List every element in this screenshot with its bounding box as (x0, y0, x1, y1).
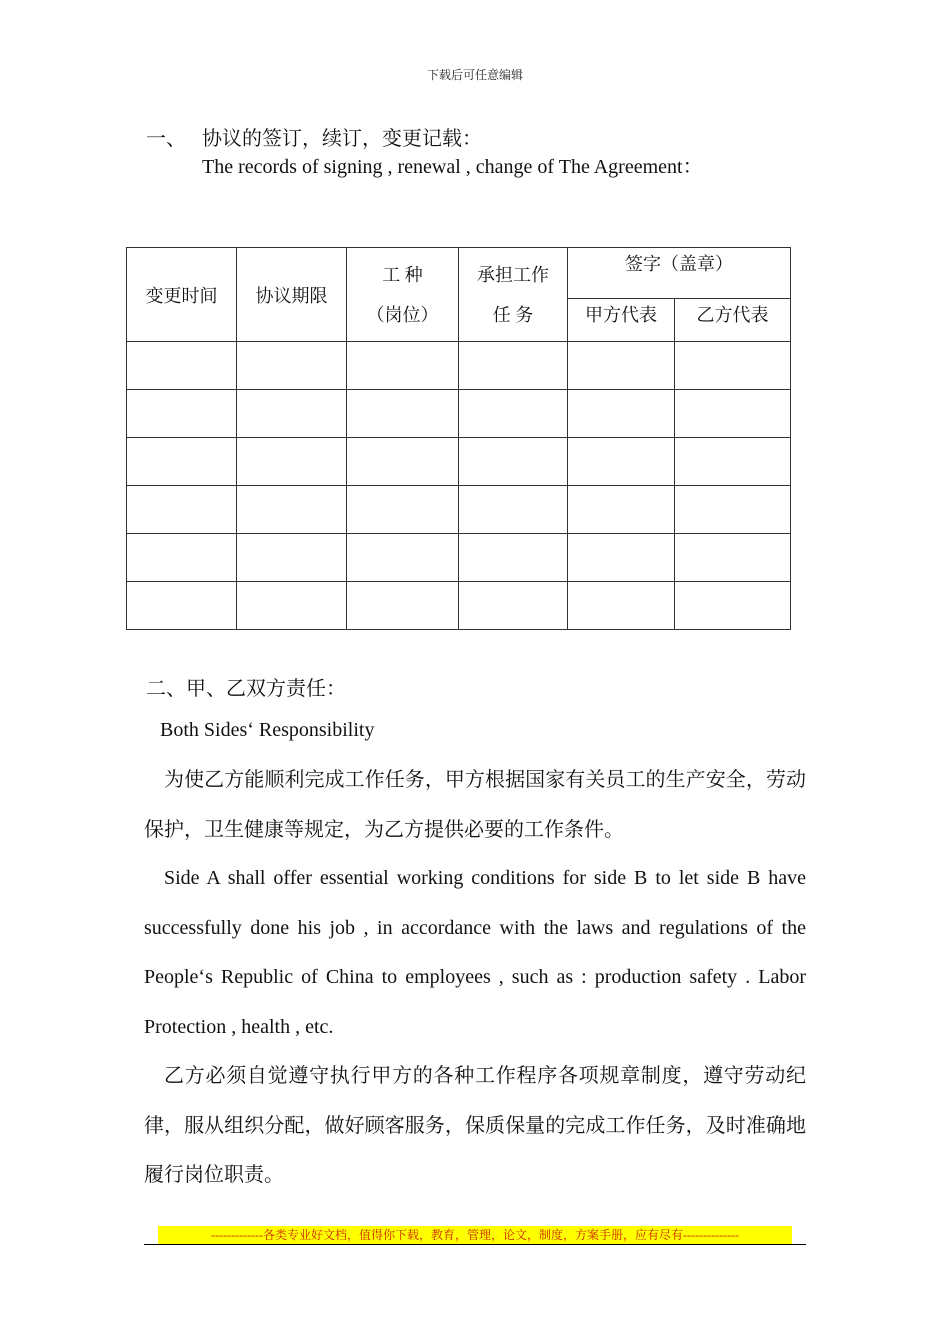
table-cell[interactable] (675, 342, 791, 390)
header-task (459, 248, 568, 342)
table-cell[interactable] (347, 582, 459, 630)
table-cell[interactable] (127, 582, 237, 630)
table-cell[interactable] (675, 534, 791, 582)
table-cell[interactable] (127, 342, 237, 390)
table-cell[interactable] (459, 486, 568, 534)
table-cell[interactable] (675, 390, 791, 438)
footer-divider (144, 1244, 806, 1245)
table-cell[interactable] (459, 342, 568, 390)
table-cell[interactable] (459, 390, 568, 438)
para2-cn: 乙方必须自觉遵守执行甲方的各种工作程序各项规章制度，遵守劳动纪律，服从组织分配，做好顾客服务，保质保量的完成工作任务，及时准确地履行岗位职责。 (144, 1065, 806, 1186)
table-cell[interactable] (568, 390, 675, 438)
section1-subtitle: The records of signing , renewal , change of The Agreement： (202, 156, 703, 178)
table-cell[interactable] (237, 534, 347, 582)
table-row (127, 582, 791, 630)
para1-cn: 为使乙方能顺利完成工作任务，甲方根据国家有关员工的生产安全，劳动保护，卫生健康等规定，为乙方提供必要的工作条件。 (144, 769, 806, 841)
table-cell[interactable] (675, 438, 791, 486)
table-cell[interactable] (347, 438, 459, 486)
table-cell[interactable] (568, 582, 675, 630)
table-cell[interactable] (347, 534, 459, 582)
table-cell[interactable] (459, 582, 568, 630)
table-cell[interactable] (568, 534, 675, 582)
table-cell[interactable] (127, 390, 237, 438)
section1-heading (146, 122, 482, 151)
table-cell[interactable] (127, 438, 237, 486)
table-cell[interactable] (237, 486, 347, 534)
table-cell[interactable] (127, 486, 237, 534)
table-row (127, 534, 791, 582)
table-row (127, 390, 791, 438)
header-job (347, 248, 459, 342)
footer-banner: -------------各类专业好文档，值得你下载，教育，管理，论文，制度，方案手册，应有尽有-------------- (158, 1226, 792, 1244)
header-job-line1: 工 种 (382, 264, 423, 285)
header-task-line1: 承担工作 (477, 264, 549, 285)
table-cell[interactable] (675, 582, 791, 630)
header-job-line2: （岗位） (366, 304, 439, 325)
section2-title: 二、甲、乙双方责任： (146, 678, 346, 700)
header-note: 下载后可任意编辑 (426, 68, 523, 82)
table-cell[interactable] (237, 390, 347, 438)
para1-en: Side A shall offer essential working conditions for side B to let side B have successfully done his job , in accordance with the laws and regulations of the People‘s Republic of China to employees , such as : production safety . Labor Protection , health , etc. (144, 867, 806, 1038)
table-cell[interactable] (459, 438, 568, 486)
section1-number: 一、 (146, 128, 186, 150)
table-cell[interactable] (568, 342, 675, 390)
table-row (127, 342, 791, 390)
table-cell[interactable] (127, 534, 237, 582)
table-cell[interactable] (347, 390, 459, 438)
table-cell[interactable] (459, 534, 568, 582)
table-cell[interactable] (237, 582, 347, 630)
header-term: 协议期限 (237, 248, 347, 342)
table-cell[interactable] (237, 438, 347, 486)
records-table (126, 247, 791, 630)
header-change-time: 变更时间 (127, 248, 237, 342)
section1-title: 协议的签订，续订，变更记载： (202, 128, 482, 150)
header-party-a: 甲方代表 (568, 299, 675, 342)
table-cell[interactable] (568, 438, 675, 486)
table-cell[interactable] (347, 486, 459, 534)
table-cell[interactable] (675, 486, 791, 534)
header-party-b: 乙方代表 (675, 299, 791, 342)
table-row (127, 438, 791, 486)
header-signature: 签字（盖章） (568, 248, 791, 299)
table-row (127, 486, 791, 534)
table-cell[interactable] (568, 486, 675, 534)
header-task-line2: 任 务 (492, 304, 534, 325)
table-cell[interactable] (347, 342, 459, 390)
section2-subtitle: Both Sides‘ Responsibility (160, 719, 375, 741)
table-cell[interactable] (237, 342, 347, 390)
